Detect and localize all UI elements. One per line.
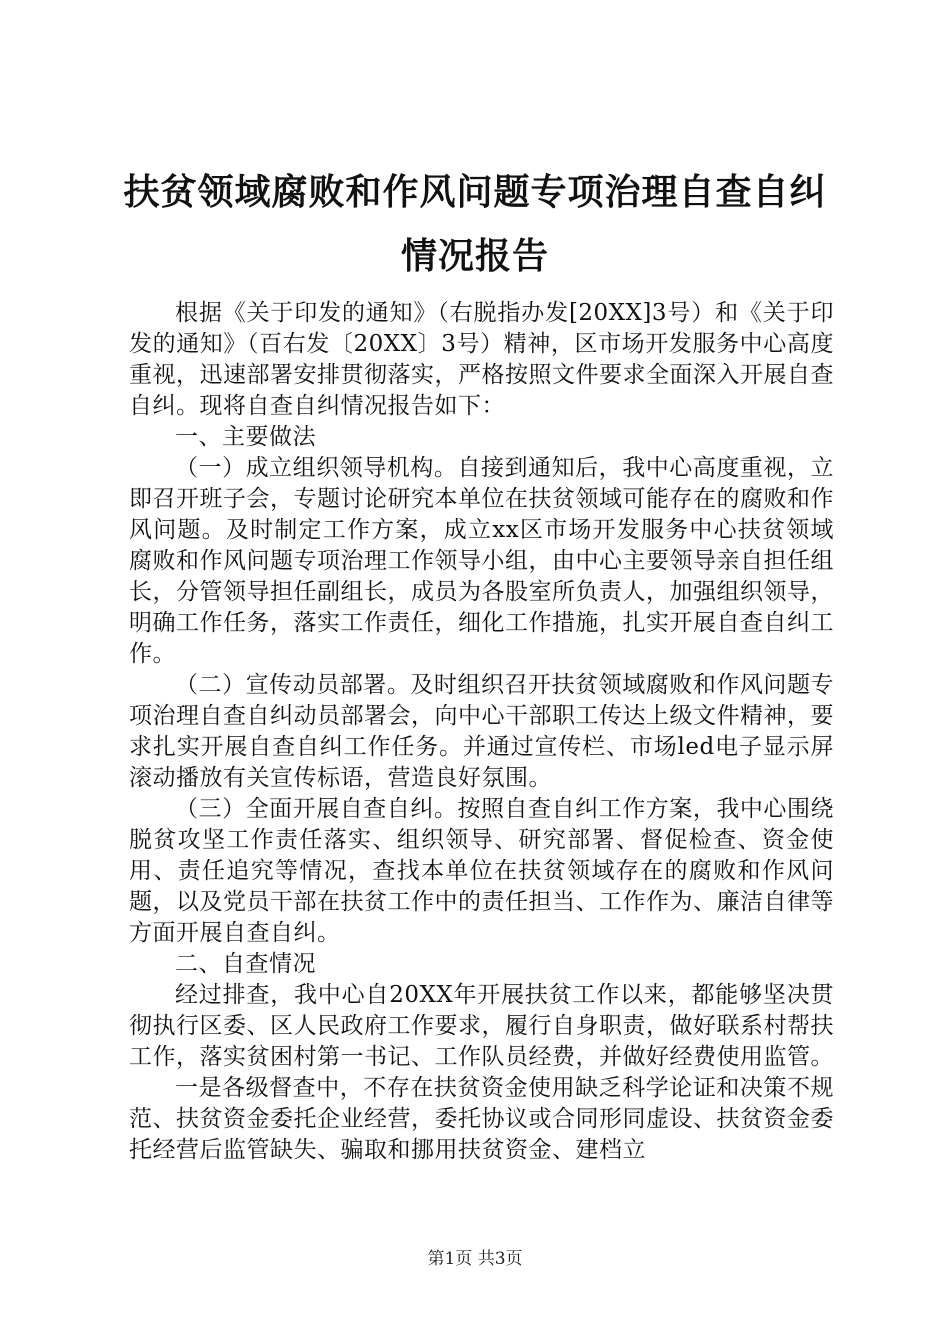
paragraph-point-one: 一是各级督查中，不存在扶贫资金使用缺乏科学论证和决策不规范、扶贫资金委托企业经营，委托协议或合同形同虚设、扶贫资金委托经营后监管缺失、骗取和挪用扶贫资金、建档立: [129, 1075, 834, 1163]
page-footer: 第1页 共3页: [427, 1249, 523, 1269]
paragraph-self-inspection: （三）全面开展自查自纠。按照自查自纠工作方案，我中心围绕脱贫攻坚工作责任落实、组织领导、研究部署、督促检查、资金使用、责任追究等情况，查找本单位在扶贫领域存在的腐败和作风问题，以及党员干部在扶贫工作中的责任担当、工作作为、廉洁自律等方面开展自查自纠。: [129, 796, 834, 946]
heading-main-methods: 一、主要做法: [175, 424, 316, 450]
document-title: 扶贫领域腐败和作风问题专项治理自查自纠情况报告: [123, 171, 827, 277]
paragraph-organization: （一）成立组织领导机构。自接到通知后，我中心高度重视，立即召开班子会，专题讨论研究本单位在扶贫领域可能存在的腐败和作风问题。及时制定工作方案，成立xx区市场开发服务中心扶贫领域腐败和作风问题专项治理工作领导小组，由中心主要领导亲自担任组长，分管领导担任副组长，成员为各股室所负责人，加强组织领导，明确工作任务，落实工作责任，细化工作措施，扎实开展自查自纠工作。: [129, 455, 834, 667]
paragraph-mobilization: （二）宣传动员部署。及时组织召开扶贫领域腐败和作风问题专项治理自查自纠动员部署会，向中心干部职工传达上级文件精神，要求扎实开展自查自纠工作任务。并通过宣传栏、市场led电子显示屏滚动播放有关宣传标语，营造良好氛围。: [129, 672, 834, 791]
document-body: [129, 298, 834, 1166]
heading-inspection-status: 二、自查情况: [175, 951, 316, 977]
paragraph-intro: 根据《关于印发的通知》（右脱指办发[20XX]3号）和《关于印发的通知》（百右发〔20XX〕3号）精神，区市场开发服务中心高度重视，迅速部署安排贯彻落实，严格按照文件要求全面深入开展自查自纠。现将自查自纠情况报告如下：: [129, 300, 834, 419]
paragraph-inspection-result: 经过排查，我中心自20XX年开展扶贫工作以来，都能够坚决贯彻执行区委、区人民政府工作要求，履行自身职责，做好联系村帮扶工作，落实贫困村第一书记、工作队员经费，并做好经费使用监管。: [129, 982, 834, 1070]
